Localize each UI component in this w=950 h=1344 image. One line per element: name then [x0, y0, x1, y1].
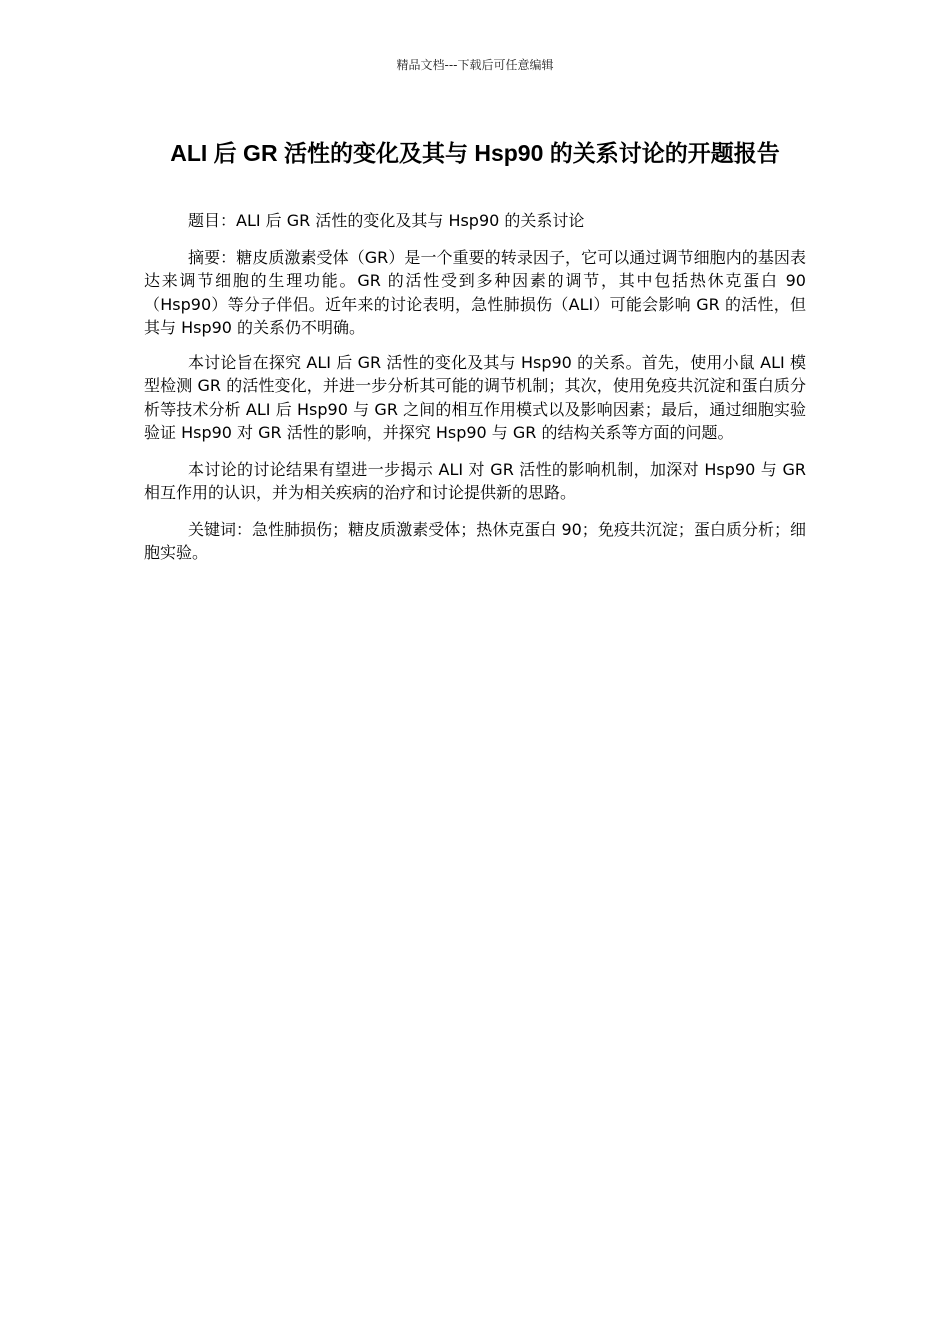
document-title: ALI 后 GR 活性的变化及其与 Hsp90 的关系讨论的开题报告 — [170, 140, 780, 166]
topic-paragraph: 题目：ALI 后 GR 活性的变化及其与 Hsp90 的关系讨论 — [188, 211, 585, 230]
keywords-paragraph: 关键词：急性肺损伤；糖皮质激素受体；热休克蛋白 90；免疫共沉淀；蛋白质分析；细胞实验。 — [144, 519, 806, 562]
abstract-paragraph: 摘要：糖皮质激素受体（GR）是一个重要的转录因子，它可以通过调节细胞内的基因表达来调节细胞的生理功能。GR 的活性受到多种因素的调节，其中包括热休克蛋白 90（Hsp90）等分子伴侣。近年来的讨论表明，急性肺损伤（ALI）可能会影响 GR 的活性，但其与 Hsp90 的关系仍不明确。 — [144, 247, 806, 337]
aim-paragraph: 本讨论旨在探究 ALI 后 GR 活性的变化及其与 Hsp90 的关系。首先，使用小鼠 ALI 模型检测 GR 的活性变化，并进一步分析其可能的调节机制；其次，使用免疫共沉淀和蛋白质分析等技术分析 ALI 后 Hsp90 与 GR 之间的相互作用模式以及影响因素；最后，通过细胞实验验证 Hsp90 对 GR 活性的影响，并探究 Hsp90 与 GR 的结构关系等方面的问题。 — [144, 352, 806, 442]
header-note: 精品文档---下载后可任意编辑 — [396, 58, 554, 72]
outcome-paragraph: 本讨论的讨论结果有望进一步揭示 ALI 对 GR 活性的影响机制，加深对 Hsp90 与 GR 相互作用的认识，并为相关疾病的治疗和讨论提供新的思路。 — [144, 459, 806, 502]
document-body — [144, 209, 806, 578]
